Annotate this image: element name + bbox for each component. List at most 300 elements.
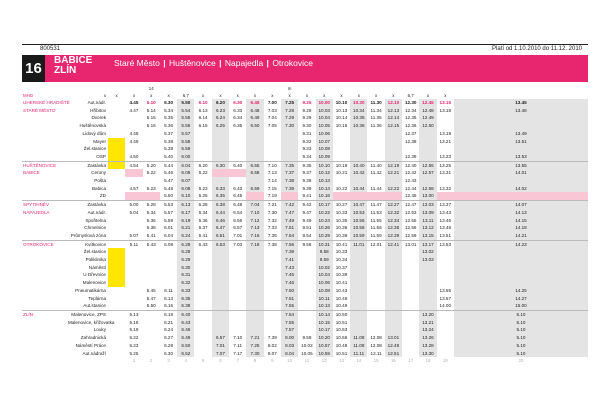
departure-time	[385, 192, 402, 200]
departure-time: 6.35	[177, 295, 194, 303]
stop-name: Mayer	[93, 138, 106, 144]
table-row	[22, 279, 588, 287]
school-marker	[108, 310, 125, 318]
departure-time	[298, 248, 315, 256]
header-note: 6,7	[182, 92, 189, 98]
departure-time	[264, 279, 281, 287]
departure-time: 13.23	[439, 153, 452, 159]
departure-time: 13.57	[439, 295, 452, 301]
table-row	[22, 122, 588, 130]
departure-time: 7.30	[267, 209, 277, 215]
departure-time	[437, 248, 454, 256]
departure-time: 10.50	[333, 310, 350, 318]
departure-time: 7.18	[246, 240, 263, 248]
departure-time: 10.05	[301, 350, 313, 356]
connection-number: 1	[132, 358, 136, 364]
table-row	[22, 224, 588, 232]
departure-time	[350, 256, 367, 264]
departure-time: 6.19	[177, 217, 194, 225]
departure-time: 6.47	[212, 224, 229, 232]
departure-time	[367, 287, 384, 295]
departure-time	[298, 264, 315, 272]
stop-name: Malenovice, ZPS	[68, 310, 108, 318]
departure-time: 12.19	[385, 161, 402, 169]
departure-time: 12.38	[404, 138, 417, 144]
departure-time: 14.02	[454, 185, 588, 193]
departure-time: 12.40	[402, 161, 419, 169]
departure-time: 6.00	[177, 153, 194, 161]
departure-time: 14.13	[454, 209, 588, 217]
departure-time: 15.00	[454, 302, 588, 310]
departure-time	[143, 145, 160, 153]
departure-time: 12.15	[385, 122, 402, 130]
departure-time: 9.47	[302, 209, 312, 215]
departure-time: 5.39	[164, 146, 174, 152]
school-marker	[108, 334, 125, 342]
departure-time	[143, 264, 160, 272]
departure-time	[402, 310, 419, 318]
departure-time: 14.25	[454, 287, 588, 295]
departure-time: 7.42	[281, 201, 298, 209]
departure-time	[194, 287, 211, 295]
table-row	[22, 319, 588, 327]
zone-label	[22, 153, 68, 161]
departure-time	[367, 145, 384, 153]
departure-time: 13.02	[419, 248, 436, 256]
school-marker	[108, 302, 125, 310]
zone-label: BABICE	[23, 170, 40, 176]
departure-time: 7.35	[281, 161, 298, 169]
departure-time: 7.30	[246, 350, 263, 358]
departure-time	[229, 138, 246, 146]
departure-time: 10.43	[335, 287, 348, 293]
departure-time: 10.02	[316, 264, 333, 272]
table-row	[22, 295, 588, 303]
departure-time: 10.13	[316, 302, 333, 310]
departure-time	[367, 310, 384, 318]
school-marker	[108, 295, 125, 303]
departure-time	[419, 279, 436, 287]
departure-time: 7.21	[246, 334, 263, 342]
departure-time: 6.40	[177, 310, 194, 318]
departure-time	[246, 279, 263, 287]
header-note: x	[426, 92, 430, 98]
departure-time	[350, 310, 367, 318]
departure-time: 12.32	[385, 209, 402, 217]
departure-time	[229, 145, 246, 153]
departure-time: 10.08	[316, 145, 333, 153]
departure-time: 13.30	[419, 350, 436, 358]
departure-time: 5.57	[177, 130, 194, 138]
stop-name: Žel.stanice	[83, 249, 106, 255]
departure-time: 5.07	[129, 232, 139, 238]
departure-time: 6.57	[212, 334, 229, 342]
departure-time: 8.02	[267, 342, 277, 348]
departure-time	[194, 264, 211, 272]
stop-name: Zahradnická	[80, 335, 106, 341]
departure-time: 11.56	[370, 225, 382, 231]
departure-time	[437, 310, 454, 318]
connection-number: 2	[150, 358, 153, 364]
departure-time: 5.36	[146, 217, 156, 223]
stop-name: Kvítkovice	[68, 240, 108, 248]
departure-time	[385, 145, 402, 153]
departure-time: 10.40	[350, 161, 367, 169]
departure-time	[367, 271, 384, 279]
school-marker	[108, 279, 125, 287]
departure-time: 11.01	[350, 240, 367, 248]
departure-time: 12.48	[385, 342, 402, 350]
departure-time: 6.23	[198, 185, 208, 191]
departure-time: 7.13	[267, 170, 277, 176]
departure-time: 6.52	[177, 350, 194, 358]
departure-time: 7.04	[246, 201, 263, 209]
departure-time: 10.22	[316, 209, 333, 217]
departure-time: 7.01	[233, 232, 243, 238]
departure-time: 6.10	[198, 100, 208, 105]
departure-time: 7.38	[264, 240, 281, 248]
departure-time	[229, 295, 246, 303]
departure-time: 12.44	[404, 185, 417, 191]
departure-time: 10.19	[333, 161, 350, 169]
table-row	[22, 153, 588, 161]
stop-name: Zastávka	[68, 161, 108, 169]
departure-time	[385, 271, 402, 279]
departure-time: 5.16	[146, 123, 156, 129]
departure-time: 11.30	[370, 100, 382, 105]
departure-time	[212, 319, 229, 327]
departure-time: 10.10	[335, 100, 348, 105]
departure-time: 7.46	[281, 279, 298, 287]
departure-time: 6.33	[212, 185, 229, 193]
departure-time	[212, 256, 229, 264]
stop-name: Malenovice, křižovatka	[68, 319, 115, 325]
school-marker	[108, 201, 125, 209]
departure-time: 10.59	[316, 350, 333, 358]
departure-time: 14.21	[454, 232, 588, 240]
departure-time: 7.05	[267, 123, 277, 129]
departure-time	[402, 264, 419, 272]
departure-time	[333, 177, 350, 185]
school-marker	[108, 153, 125, 161]
departure-time	[160, 279, 177, 287]
departure-time: 10.41	[335, 280, 348, 286]
departure-time	[246, 192, 263, 200]
departure-time: 7.00	[267, 100, 277, 105]
departure-time: 5.11	[125, 240, 142, 248]
table-row	[22, 130, 588, 138]
zone-label	[22, 326, 68, 334]
departure-time: 10.04	[316, 114, 333, 122]
departure-time	[367, 319, 384, 327]
departure-time	[246, 256, 263, 264]
departure-time	[246, 302, 263, 310]
departure-time: 5.22	[129, 335, 139, 341]
departure-time: 13.48	[439, 225, 452, 231]
zone-label	[22, 185, 68, 193]
departure-time: 5.56	[177, 122, 194, 130]
departure-time	[402, 256, 419, 264]
departure-time: 5.20	[143, 161, 160, 169]
departure-time: 10.05	[316, 122, 333, 130]
departure-time: 9.39	[302, 185, 312, 191]
departure-time: 12.01	[367, 240, 384, 248]
departure-time: 4.57	[129, 185, 139, 191]
departure-time	[143, 153, 160, 161]
departure-time: 5.10	[454, 350, 588, 358]
header-note: x	[167, 92, 170, 98]
departure-time	[437, 192, 454, 200]
departure-time: 11.34	[370, 107, 382, 113]
departure-time: 11.35	[370, 115, 382, 121]
departure-time: 12.21	[385, 169, 402, 177]
departure-time	[437, 279, 454, 287]
school-marker	[108, 350, 125, 358]
departure-time: 5.04	[129, 209, 139, 215]
departure-time	[125, 145, 142, 153]
zone-label	[22, 256, 68, 264]
departure-time: 8.07	[267, 350, 277, 356]
departure-time	[212, 264, 229, 272]
school-marker	[108, 145, 125, 153]
departure-time: 5.34	[146, 209, 156, 215]
connection-number: 10	[287, 358, 293, 364]
departure-time: 13.15	[439, 100, 452, 105]
departure-time: 4.48	[129, 130, 139, 136]
departure-time	[333, 192, 350, 200]
table-row	[22, 240, 588, 248]
departure-time	[246, 153, 263, 161]
zone-label	[22, 145, 68, 153]
header-note: x	[323, 92, 326, 98]
departure-time	[281, 153, 298, 161]
departure-time	[229, 326, 246, 334]
departure-time: 6.13	[198, 107, 208, 113]
header-note: x	[236, 92, 239, 98]
departure-time: 6.28	[177, 248, 194, 256]
departure-time: 9.35	[298, 161, 315, 169]
top-rule	[22, 44, 588, 45]
school-marker	[108, 264, 125, 272]
departure-time: 7.54	[281, 232, 298, 240]
departure-time: 7.36	[267, 232, 277, 238]
departure-time	[333, 130, 350, 138]
departure-time	[125, 224, 142, 232]
departure-time	[402, 319, 419, 327]
departure-time	[298, 279, 315, 287]
departure-time: 6.04	[177, 161, 194, 169]
departure-time: 12.59	[404, 232, 417, 238]
departure-time: 5.10	[454, 326, 588, 334]
departure-time: 14.07	[454, 201, 588, 209]
table-row	[22, 169, 588, 177]
school-marker	[108, 161, 125, 169]
departure-time: 10.02	[301, 342, 313, 348]
departure-time	[160, 271, 177, 279]
connection-number-row	[22, 357, 588, 365]
departure-time: 7.25	[246, 342, 263, 350]
departure-time: 5.10	[146, 100, 156, 105]
departure-time	[402, 287, 419, 295]
table-row	[22, 138, 588, 146]
stop-name: Pneumatikárna	[75, 287, 106, 293]
stop-name: Náměstí	[88, 264, 106, 270]
table-row	[22, 350, 588, 358]
departure-time: 5.38	[146, 225, 156, 231]
departure-time	[143, 319, 160, 327]
departure-time	[385, 302, 402, 310]
departure-time: 7.21	[264, 201, 281, 209]
departure-time	[212, 279, 229, 287]
departure-time: 10.36	[335, 225, 348, 231]
departure-time: 10.08	[316, 287, 333, 295]
departure-time	[385, 248, 402, 256]
departure-time	[229, 302, 246, 310]
departure-time	[454, 145, 588, 153]
departure-time: 10.48	[335, 342, 348, 348]
zone-label	[22, 138, 68, 146]
departure-time	[454, 271, 588, 279]
departure-time: 5.23	[129, 342, 139, 348]
departure-time: 10.57	[316, 342, 333, 350]
zone-label	[22, 217, 68, 225]
departure-time: 12.39	[385, 232, 402, 240]
departure-time	[125, 217, 142, 225]
departure-time: 10.14	[335, 115, 348, 121]
departure-time: 9.30	[302, 123, 312, 129]
departure-time: 10.44	[350, 185, 367, 193]
departure-time	[419, 271, 436, 279]
departure-time: 5.58	[177, 138, 194, 146]
header-note: x	[392, 92, 395, 98]
departure-time: 6.06	[177, 169, 194, 177]
departure-time	[194, 177, 211, 185]
departure-time	[229, 130, 246, 138]
departure-time	[143, 342, 160, 350]
departure-time: 6.38	[177, 302, 194, 310]
departure-time: 10.10	[316, 161, 333, 169]
departure-time: 13.55	[454, 161, 588, 169]
header-note: MHD	[23, 92, 33, 98]
stop-name: Pošta	[94, 178, 106, 184]
departure-time	[402, 271, 419, 279]
departure-time	[143, 326, 160, 334]
departure-time	[454, 279, 588, 287]
departure-time: 9.28	[302, 107, 312, 113]
departure-time	[437, 256, 454, 264]
spacer	[68, 357, 108, 365]
school-marker	[108, 130, 125, 138]
departure-time: 6.13	[177, 201, 194, 209]
departure-time	[212, 248, 229, 256]
departure-time	[298, 326, 315, 334]
departure-time: 12.37	[404, 130, 417, 136]
departure-time	[194, 256, 211, 264]
stop-name: Zastávka	[68, 201, 108, 209]
header-note: x	[115, 92, 118, 98]
departure-time: 14.27	[454, 295, 588, 303]
departure-time: 7.13	[246, 224, 263, 232]
departure-time	[367, 130, 384, 138]
departure-time: 9.56	[298, 240, 315, 248]
departure-time: 10.16	[316, 192, 333, 200]
departure-time: 7.39	[281, 248, 298, 256]
departure-time	[350, 287, 367, 295]
departure-time: 5.45	[146, 287, 156, 293]
departure-time	[385, 177, 402, 185]
departure-time: 10.17	[316, 201, 333, 209]
departure-time: 10.56	[335, 335, 348, 341]
departure-time: 10.42	[350, 169, 367, 177]
departure-time: 7.45	[281, 271, 298, 279]
departure-time: 7.49	[281, 217, 298, 225]
departure-time: 6.40	[229, 161, 246, 169]
departure-time	[194, 342, 211, 350]
departure-time: 6.58	[246, 169, 263, 177]
departure-time: 6.23	[212, 107, 229, 115]
departure-time: 7.29	[281, 114, 298, 122]
departure-time: 5.47	[164, 178, 174, 184]
departure-time	[454, 177, 588, 185]
school-marker	[108, 122, 125, 130]
departure-time: 5.38	[164, 138, 174, 144]
departure-time: 9.41	[302, 193, 312, 199]
departure-time	[246, 319, 263, 327]
departure-time: 6.35	[233, 123, 243, 129]
departure-time	[246, 310, 263, 318]
stop-name: Poliklinika	[85, 257, 106, 263]
departure-time: 12.49	[419, 114, 436, 122]
departure-time: 7.33	[267, 225, 277, 231]
zone-label: ZLÍN	[22, 310, 68, 318]
departure-time	[143, 248, 160, 256]
departure-time	[246, 145, 263, 153]
departure-time	[419, 145, 436, 153]
departure-time	[212, 145, 229, 153]
departure-time	[350, 279, 367, 287]
departure-time: 10.22	[335, 185, 348, 191]
departure-time	[194, 326, 211, 334]
departure-time	[194, 302, 211, 310]
departure-time	[125, 287, 142, 295]
departure-time: 6.04	[164, 232, 174, 238]
departure-time: 8.00	[281, 334, 298, 342]
departure-time: 7.10	[233, 335, 243, 341]
departure-time: 13.11	[419, 217, 436, 225]
departure-time: 6.35	[212, 192, 229, 200]
departure-time	[125, 256, 142, 264]
departure-time: 10.53	[350, 209, 367, 217]
stop-name: Babica	[91, 185, 106, 191]
departure-time: 13.43	[439, 209, 452, 215]
departure-time	[194, 310, 211, 318]
departure-time	[229, 177, 246, 185]
departure-time	[367, 264, 384, 272]
departure-time: 12.56	[404, 225, 417, 231]
zone-label	[22, 287, 68, 295]
departure-time	[212, 138, 229, 146]
departure-time: 7.11	[233, 342, 243, 348]
departure-time	[454, 122, 588, 130]
header-note: x	[375, 92, 378, 98]
departure-time	[246, 295, 263, 303]
departure-time	[229, 153, 246, 161]
route-destinations	[54, 56, 92, 76]
departure-time: 10.34	[335, 257, 348, 263]
departure-time: 12.34	[385, 217, 402, 225]
departure-time	[419, 153, 436, 161]
departure-time	[350, 145, 367, 153]
